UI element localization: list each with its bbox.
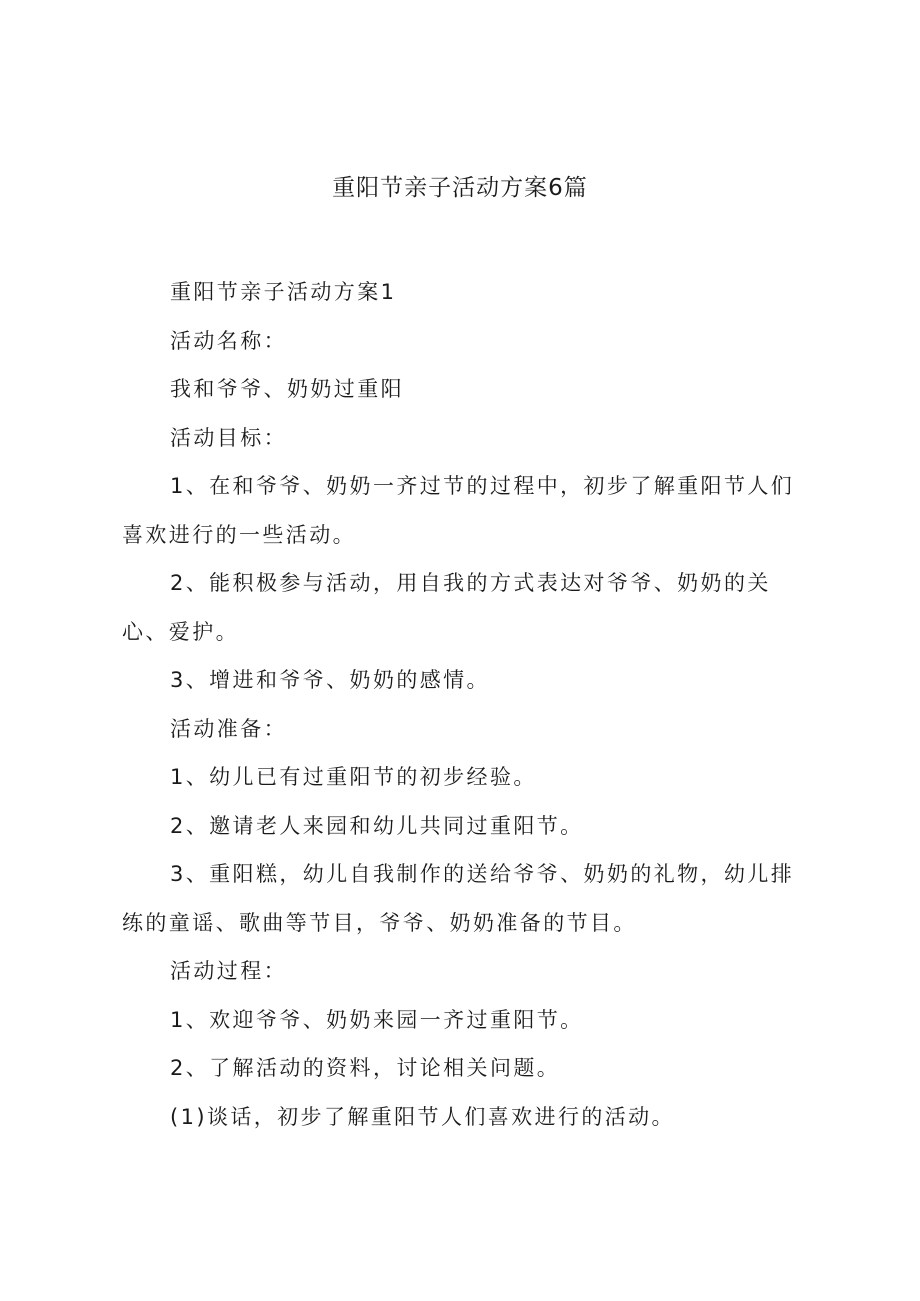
goal-item: 1、在和爷爷、奶奶一齐过节的过程中，初步了解重阳节人们喜欢进行的一些活动。 [122, 474, 795, 547]
activity-name: 我和爷爷、奶奶过重阳 [170, 377, 404, 401]
document-title: 重阳节亲子活动方案6篇 [332, 175, 588, 201]
label-activity-goals: 活动目标： [170, 425, 287, 450]
preparation-item: 3、重阳糕，幼儿自我制作的送给爷爷、奶奶的礼物，幼儿排练的童谣、歌曲等节目，爷爷、奶奶准备的节目。 [122, 862, 795, 935]
section-heading: 重阳节亲子活动方案1 [170, 280, 397, 304]
label-activity-name: 活动名称： [170, 328, 287, 353]
preparation-item: 1、幼儿已有过重阳节的初步经验。 [170, 765, 537, 789]
goal-item: 3、增进和爷爷、奶奶的感情。 [170, 668, 490, 692]
process-subitem: (1)谈话，初步了解重阳节人们喜欢进行的活动。 [170, 1104, 675, 1129]
label-activity-process: 活动过程： [170, 959, 287, 983]
process-item: 2、了解活动的资料，讨论相关问题。 [170, 1056, 561, 1080]
label-activity-preparation: 活动准备： [170, 716, 287, 741]
document-body [122, 268, 812, 1141]
preparation-item: 2、邀请老人来园和幼儿共同过重阳节。 [170, 813, 584, 838]
process-item: 1、欢迎爷爷、奶奶来园一齐过重阳节。 [170, 1007, 584, 1032]
goal-item: 2、能积极参与活动，用自我的方式表达对爷爷、奶奶的关心、爱护。 [122, 571, 771, 644]
